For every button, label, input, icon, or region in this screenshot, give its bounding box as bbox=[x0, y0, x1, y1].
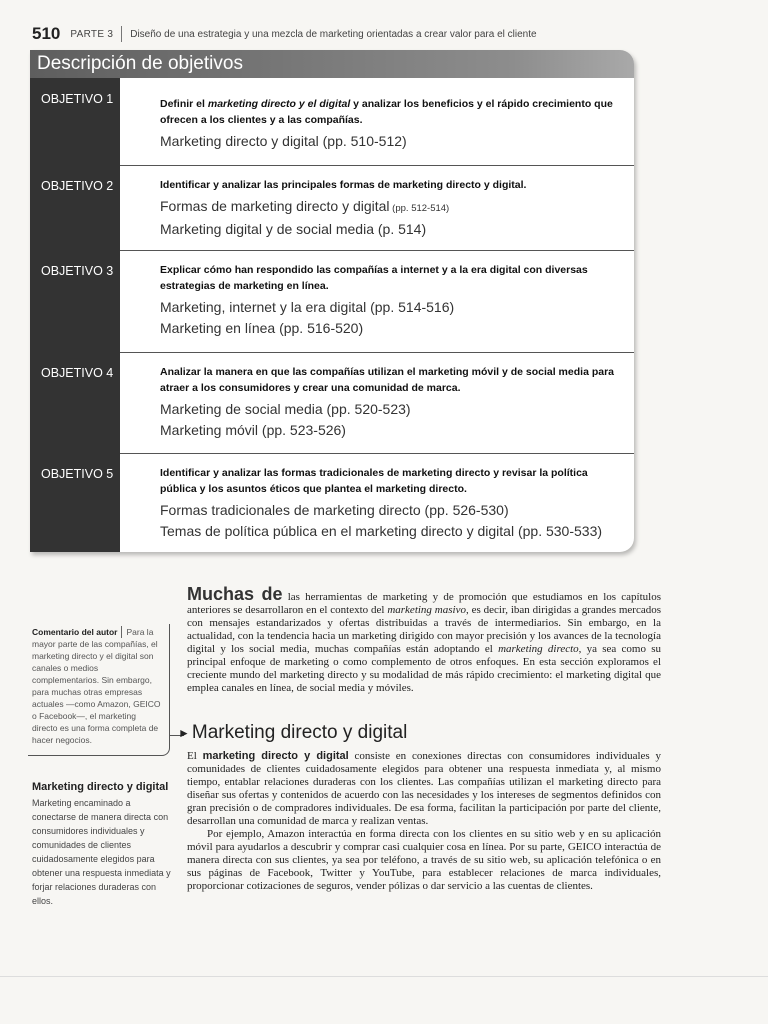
author-comment-box bbox=[28, 624, 170, 756]
objective-section-link: Marketing de social media (pp. 520-523) bbox=[160, 401, 411, 417]
objective-section-link: Marketing en línea (pp. 516-520) bbox=[160, 320, 364, 336]
glossary-term: Marketing directo y digital bbox=[32, 781, 169, 793]
objective-section-link: Formas de marketing directo y digital (pp. 512-514) bbox=[160, 198, 450, 214]
objective-section-link: Marketing digital y de social media (p. 514) bbox=[160, 221, 427, 237]
objective-description: Analizar la manera en que las compañías utilizan el marketing móvil y de social media para atraer a los consumidores y crear una comunidad de marca. bbox=[160, 366, 615, 394]
objective-row bbox=[30, 78, 634, 166]
glossary-definition: Marketing encaminado a conectarse de manera directa con consumidores individuales y comunidades de clientes cuidadosamente elegidos para obtener una respuesta inmediata y forjar relaciones duraderas con ellos. bbox=[32, 798, 171, 906]
objective-section-link: Formas tradicionales de marketing directo (pp. 526-530) bbox=[160, 502, 509, 518]
lead-in-words: Muchas de bbox=[187, 584, 283, 604]
header-divider bbox=[121, 26, 122, 42]
glossary-sidebar bbox=[32, 780, 172, 908]
page-number: 510 bbox=[32, 24, 61, 43]
objective-section-link: Marketing, internet y la era digital (pp. 514-516) bbox=[160, 299, 455, 315]
author-comment-heading: Comentario del autor bbox=[32, 626, 122, 638]
page-header bbox=[32, 22, 748, 46]
objective-label: OBJETIVO 3 bbox=[30, 250, 120, 352]
page-bottom-rule bbox=[0, 976, 768, 977]
objective-section-link: Temas de política pública en el marketing directo y digital (pp. 530-533) bbox=[160, 523, 603, 539]
section-body bbox=[187, 750, 661, 893]
objective-description: Definir el marketing directo y el digital y analizar los beneficios y el rápido crecimiento que ofrecen a los clientes y a las compañías. bbox=[160, 98, 613, 126]
objective-label: OBJETIVO 5 bbox=[30, 453, 120, 552]
objective-section-link: Marketing móvil (pp. 523-526) bbox=[160, 422, 346, 438]
intro-paragraph: Muchas de las herramientas de marketing y de promoción que estudiamos en los capítulos anteriores se desarrollaron en el contexto del marketing masivo, es decir, iban dirigidas a grandes mercados con mensajes estandarizados y ofertas distribuidas a través de intermediarios. Sin embargo, en la actualidad, con la tendencia hacia un marketing dirigido con mayor precisión y los avances de la tecnología digital y los social media, muchas compañías están adoptando el marketing directo, ya sea como su principal enfoque de marketing o como complemento de otros enfoques. En esta sección exploramos el creciente mundo del marketing directo y su modalidad de más rápido crecimiento: el marketing digital que emplea canales en línea, de social media y móviles. bbox=[187, 584, 662, 694]
objective-description: Explicar cómo han respondido las compañías a internet y a la era digital con diversas estrategias de marketing en línea. bbox=[160, 264, 588, 292]
body-paragraph: Por ejemplo, Amazon interactúa en forma directa con los clientes en su sitio web y en su aplicación móvil para ayudarlos a descubrir y comprar casi cualquier cosa en línea. Por su parte, GEICO interactúa de manera directa con sus clientes, ya sea por teléfono, a través de su sitio web, su aplicación telefónica o en sus páginas de Facebook, Twitter y YouTube, para establecer relaciones de marca individuales, proporcionar cotizaciones de seguros, vender pólizas o dar servicio a las cuentas de clientes. bbox=[187, 828, 661, 892]
objective-section-link: Marketing directo y digital (pp. 510-512) bbox=[160, 133, 407, 149]
section-heading bbox=[178, 722, 407, 744]
objective-row bbox=[30, 165, 634, 251]
objective-label: OBJETIVO 1 bbox=[30, 78, 120, 165]
objective-description: Identificar y analizar las formas tradicionales de marketing directo y revisar la política pública y los asuntos éticos que plantea el marketing directo. bbox=[160, 467, 588, 495]
objective-label: OBJETIVO 4 bbox=[30, 352, 120, 453]
objective-row bbox=[30, 250, 634, 353]
section-heading-text: Marketing directo y digital bbox=[191, 722, 408, 743]
objective-row bbox=[30, 453, 634, 552]
objective-row bbox=[30, 352, 634, 454]
objective-description: Identificar y analizar las principales formas de marketing directo y digital. bbox=[160, 179, 527, 191]
objectives-heading: Descripción de objetivos bbox=[30, 50, 634, 78]
body-paragraph: El marketing directo y digital consiste en conexiones directas con consumidores individuales y comunidades de clientes cuidadosamente elegidos para obtener una respuesta inmediata y, al mismo tiempo, entablar relaciones duraderas con los clientes. Las compañías utilizan el marketing directo para diseñar sus ofertas y contenidos de acuerdo con las necesidades y los intereses de segmentos definidos con gran precisión o de compradores individuales. De esa forma, facilitan la participación por parte del cliente, desarrollan una comunidad de marca y realizan ventas. bbox=[187, 750, 662, 827]
running-title: Diseño de una estrategia y una mezcla de marketing orientadas a crear valor para el cliente bbox=[130, 28, 537, 40]
author-comment-text: Para la mayor parte de las compañías, el marketing directo y el digital son canales o medios complementarios. Sin embargo, para muchas otras empresas actuales —como Amazon, GEICO o Facebook—, el marketing directo es una forma completa de hacer negocios. bbox=[32, 627, 161, 745]
objective-label: OBJETIVO 2 bbox=[30, 165, 120, 250]
part-label: PARTE 3 bbox=[70, 28, 114, 40]
arrow-right-icon: ► bbox=[178, 726, 190, 740]
objectives-panel bbox=[30, 50, 634, 552]
